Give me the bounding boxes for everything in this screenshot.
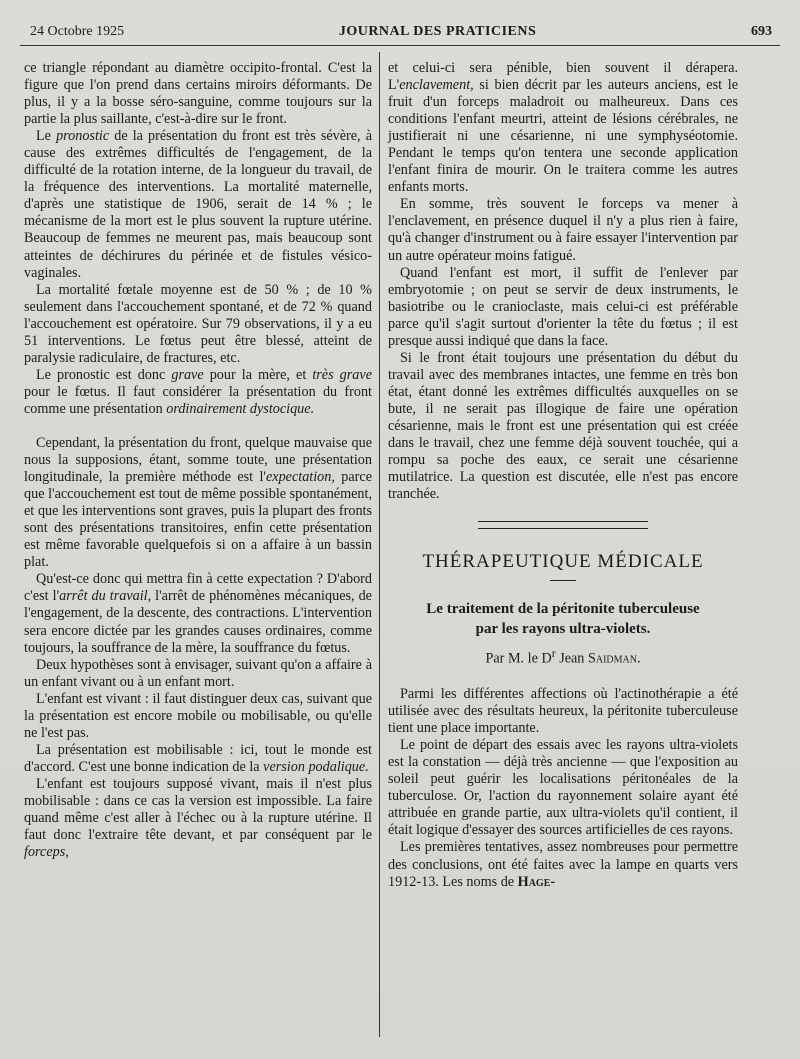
header-date: 24 Octobre 1925 [30,24,125,39]
running-header [30,24,772,40]
paragraph: Deux hypothèses sont à envisager, suivant qu'on a affaire à un enfant vivant ou à un enfant mort. [24,656,372,690]
paragraph: Parmi les différentes affections où l'actinothérapie a été utilisée avec des résultats heureux, la péritonite tuberculeuse tient une place importante. [388,686,738,737]
article-title [388,599,738,639]
right-column [388,60,738,891]
section-double-rule [478,521,648,529]
paragraph: ce triangle répondant au diamètre occipito-frontal. C'est la figure que l'on prend dans certains miroirs déformants. De plus, il y a la bosse séro-sanguine, comme toujours sur la partie la plus saillante, c'est-à-dire sur le front. [24,60,372,128]
paragraph: Qu'est-ce donc qui mettra fin à cette expectation ? D'abord c'est l'arrêt du travail, l'arrêt de phénomènes mécaniques, de l'engagement, de la descente, des contractions. L'intervention sera encore dictée par les grandes causes ordinaires, comme toujours, la souffrance de la mère, la souffrance du fœtus. [24,571,372,656]
paragraph: Le pronostic est donc grave pour la mère, et très grave pour le fœtus. Il faut considérer la présentation du front comme une présentation ordinairement dystocique. [24,366,372,417]
left-column [24,60,372,861]
paragraph: L'enfant est vivant : il faut distinguer deux cas, suivant que la présentation est encore mobile ou mobilisable, ou qu'elle ne l'est pas. [24,690,372,741]
paragraph: et celui-ci sera pénible, bien souvent il dérapera. L'enclavement, si bien décrit par les auteurs anciens, est le fruit d'un forceps maladroit ou malheureux. Dans ces conditions l'enfant meurtri, atteint de lésions cérébrales, ne justifierait ni une césarienne, ni une symphyséotomie. Pendant le temps qu'on tentera une seconde application l'enfant finira de mourir. On le traitera comme les autres enfants morts. [388,60,738,196]
paragraph: La présentation est mobilisable : ici, tout le monde est d'accord. C'est une bonne indication de la version podalique. [24,741,372,775]
header-rule [20,45,780,46]
paragraph: Quand l'enfant est mort, il suffit de l'enlever par embryotomie ; on peut se servir de deux instruments, le basiotribe ou le cranioclaste, mais celui-ci est préférable parce qu'il s'agit surtout d'orienter la tête du fœtus ; il est presque aussi indiqué que dans la face. [388,264,738,349]
header-page-number: 693 [750,24,772,39]
section-small-rule [550,580,576,581]
paragraph: Si le front était toujours une présentation du début du travail avec des membranes intactes, une femme en très bon état, étant donné les extrêmes difficultés auxquelles on se bute, il ne serait pas illogique de faire une opération césarienne, mais le front est une présentation qui est créée dans le travail, chez une femme déjà souvent touchée, qui a rompu sa poche des eaux, ce serait une césarienne mutilatrice. La question est discutée, elle n'est pas encore tranchée. [388,349,738,503]
paragraph: Le point de départ des essais avec les rayons ultra-violets est la constation — déjà très ancienne — que l'exposition au soleil peut guérir les localisations péritonéales de la tuberculose. Or, l'action du rayonnement solaire ayant été attribuée en grande partie, aux ultra-violets qu'il contient, il était logique d'essayer des sources artificielles de ces rayons. [388,737,738,839]
article-title-line-1: Le traitement de la péritonite tuberculeuse [426,601,700,618]
paragraph: La mortalité fœtale moyenne est de 50 % ; de 10 % seulement dans l'accouchement spontané, et de 72 % quand l'accouchement est opératoire. Sur 79 observations, il y a eu 51 interventions. Le fœtus peut être blessé, atteint de paralysie radiculaire, de fractures, etc. [24,281,372,366]
paragraph: En somme, très souvent le forceps va mener à l'enclavement, en présence duquel il n'y a plus rien à faire, qu'à changer d'instrument ou à faire essayer l'intervention par un autre opérateur moins fatigué. [388,196,738,264]
section-title: THÉRAPEUTIQUE MÉDICALE [422,551,704,573]
paragraph: L'enfant est toujours supposé vivant, mais il n'est plus mobilisable : dans ce cas la version est impossible. La faire quand même c'est aller à l'échec ou à la rupture utérine. Il faut donc l'extraire tête devant, et par conséquent par le forceps, [24,775,372,861]
paragraph: Le pronostic de la présentation du front est très sévère, à cause des extrêmes difficultés de l'engagement, de la difficulté de la rotation interne, de la longueur du travail, de la fréquence des interventions. La mortalité maternelle, d'après une statistique de 1906, serait de 14 % ; le mécanisme de la mort est le plus souvent la rupture utérine. Beaucoup de femmes ne meurent pas, mais beaucoup sont atteintes de déchirures du périnée et de fistules vésico-vaginales. [24,128,372,281]
header-journal-title: JOURNAL DES PRATICIENS [338,24,537,39]
article-byline: Par M. le $D^r$ Jean Saidman. [485,646,641,667]
article-title-line-2: par les rayons ultra-violets. [475,621,651,638]
paragraph: Cependant, la présentation du front, quelque mauvaise que nous la supposions, étant, somme toute, une présentation longitudinale, la première méthode est l'expectation, parce que l'accouchement est tout de même possible spontanément, et que les interventions sont graves, puis la plupart des fronts sont des présentations transitoires, enfin cette présentation est même favorable quelquefois si on a affaire à un bassin plat. [24,434,372,571]
paragraph: Les premières tentatives, assez nombreuses pour permettre des conclusions, ont été faites avec la lampe en quarts vers 1912-13. Les noms de Hage- [388,839,738,890]
column-divider [379,52,380,1037]
